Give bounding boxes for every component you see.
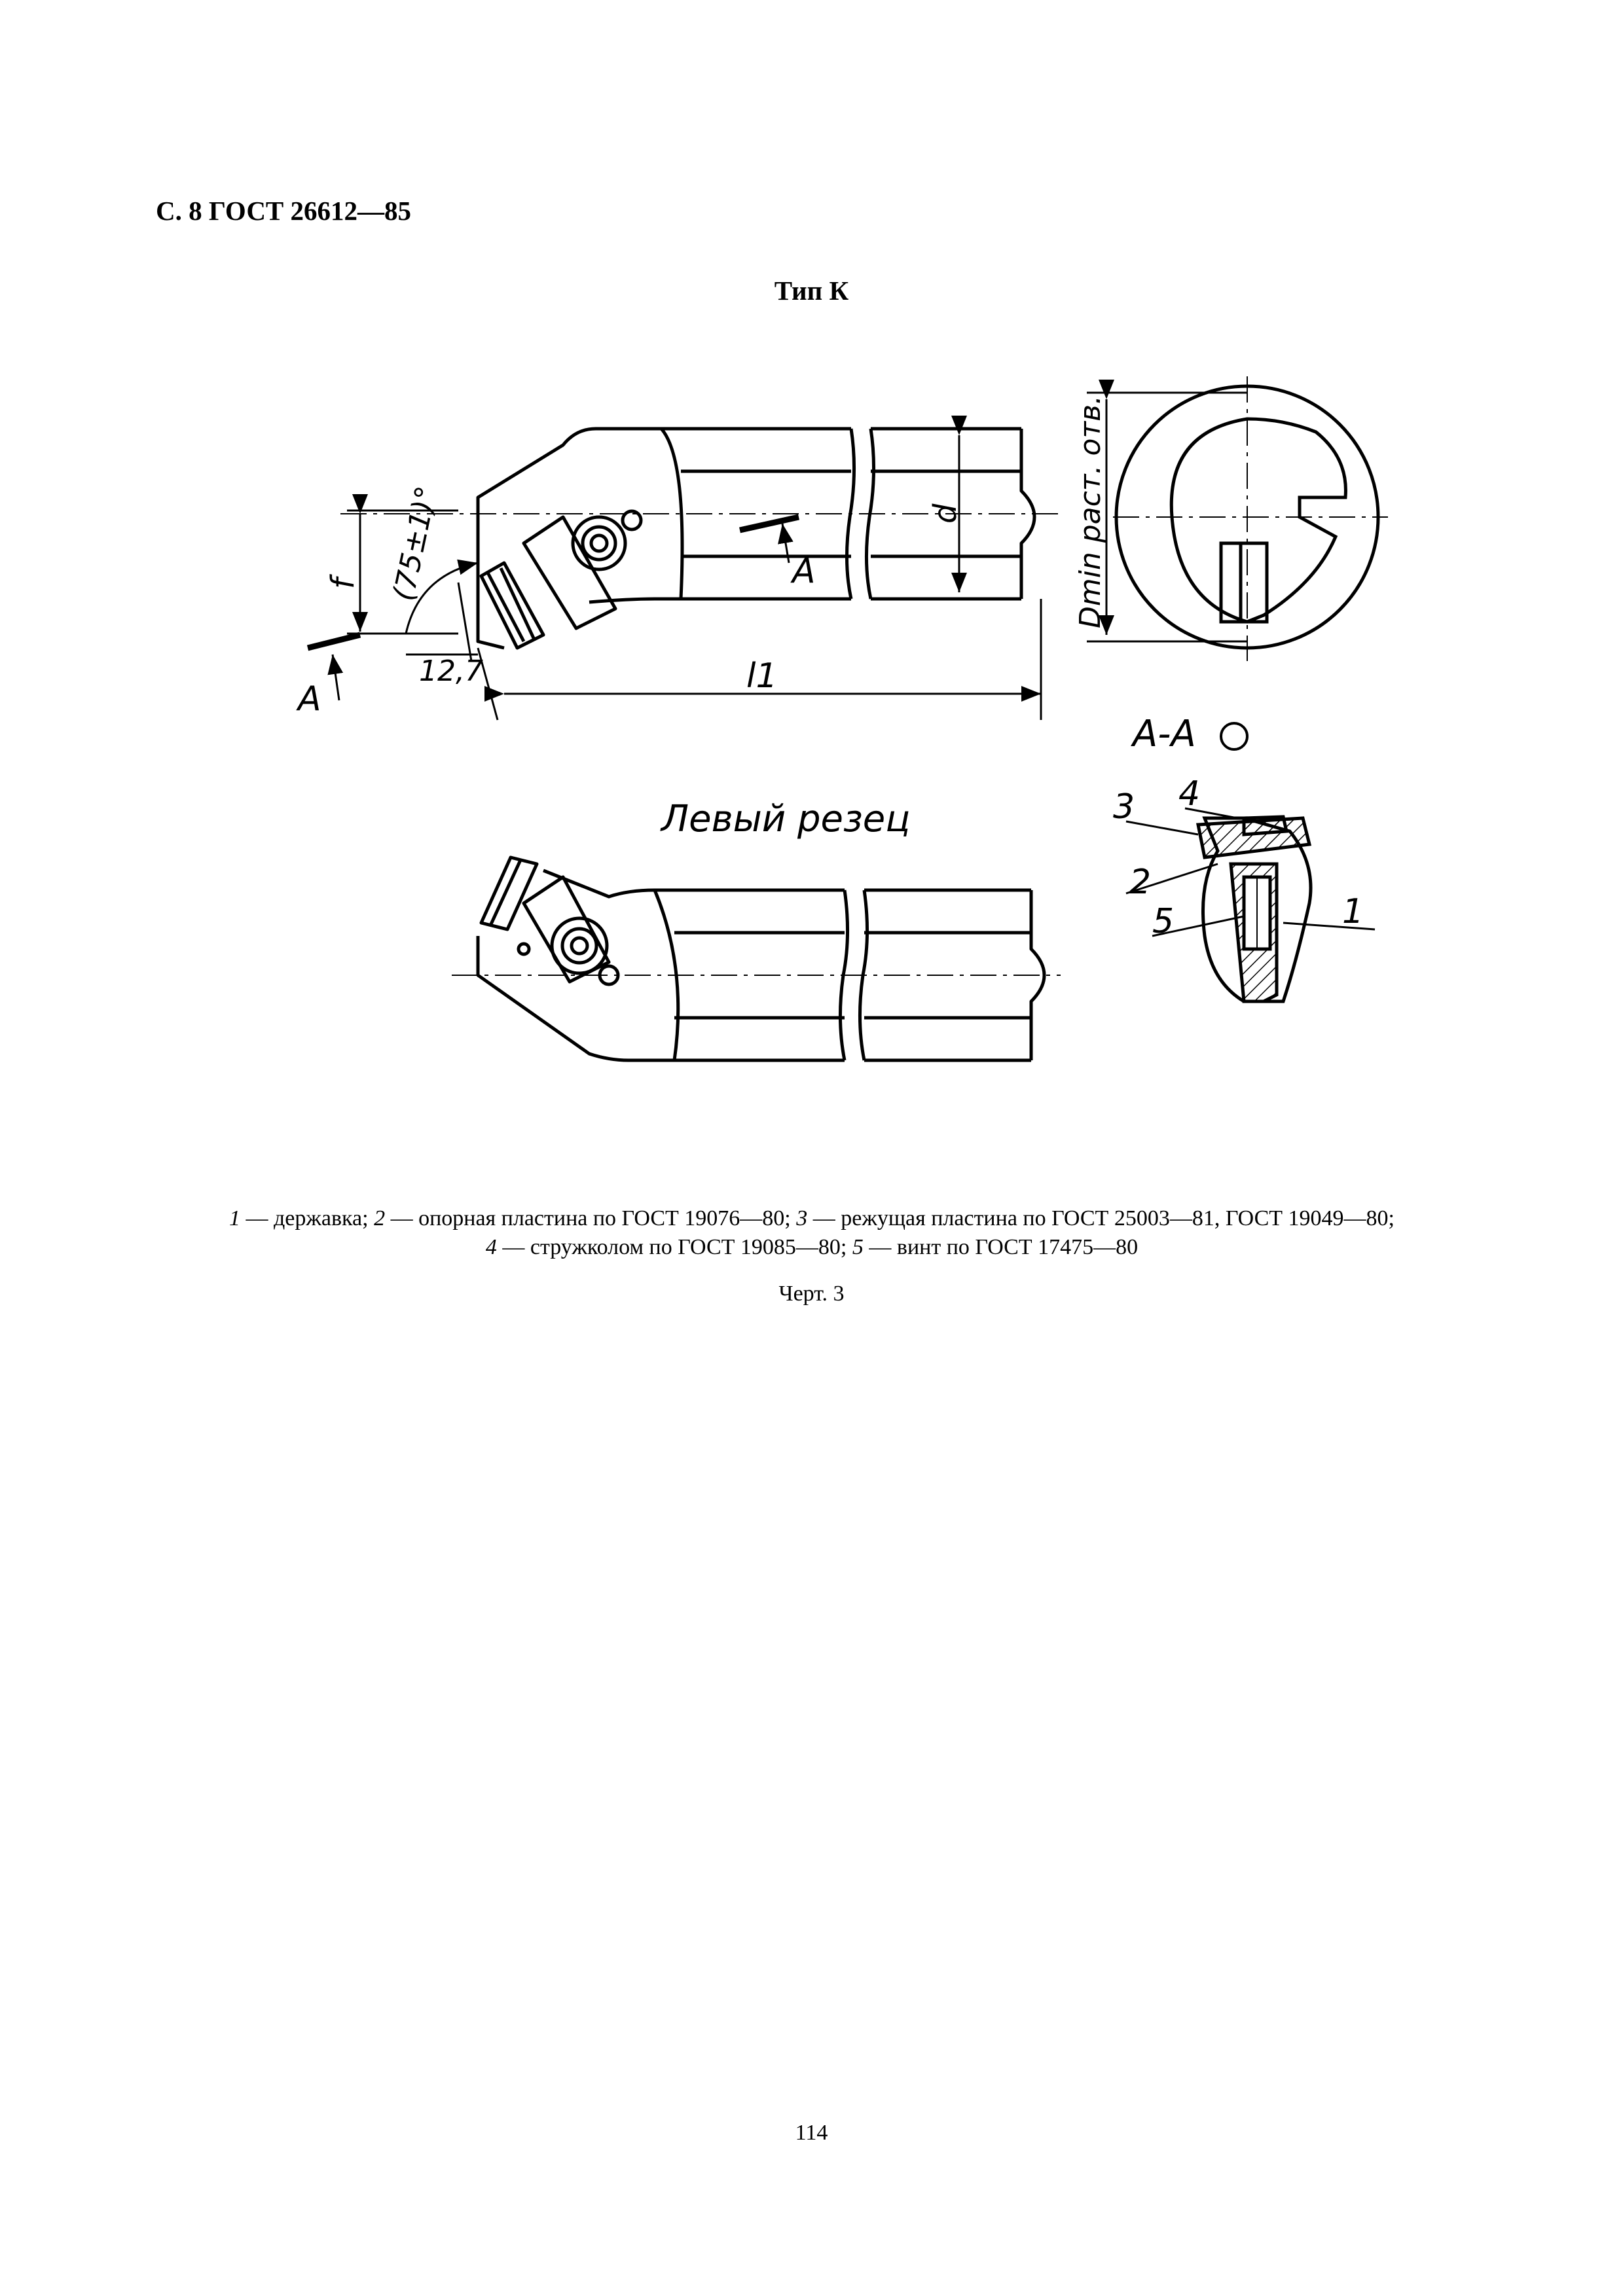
caption-text-3: — режущая пластина по ГОСТ 25003—81, ГОСТ 19049—80;: [807, 1206, 1395, 1230]
dim-l1-label: l1: [746, 656, 778, 696]
callout-2-label: 2: [1129, 863, 1152, 902]
caption-num-5: 5: [852, 1235, 864, 1259]
caption-num-3: 3: [796, 1206, 808, 1230]
section-a-left-label: А: [298, 679, 321, 719]
caption-num-2: 2: [374, 1206, 386, 1230]
callout-5-label: 5: [1152, 902, 1175, 941]
angle-label: (75±1)°: [386, 483, 444, 604]
left-cutter-title: Левый резец: [661, 798, 911, 840]
caption-text-5: — винт по ГОСТ 17475—80: [863, 1235, 1139, 1259]
dim-dmin-label: Dmin раст. отв.: [1074, 395, 1107, 628]
caption-num-1: 1: [228, 1206, 240, 1230]
section-title-label: А-А: [1133, 713, 1196, 755]
page-header: С. 8 ГОСТ 26612—85: [156, 196, 412, 226]
dim-f-label: f: [325, 578, 361, 589]
callout-4-label: 4: [1178, 774, 1201, 814]
section-view-symbol: [1221, 723, 1247, 749]
callout-1-label: 1: [1342, 892, 1364, 931]
figure-caption: [118, 1204, 1506, 1262]
section-a-label: А: [792, 552, 816, 591]
section-view: [1198, 817, 1311, 1001]
right-cutter-view: [478, 429, 1034, 648]
caption-text-4: — стружколом по ГОСТ 19085—80;: [496, 1235, 852, 1259]
caption-num-4: 4: [485, 1235, 497, 1259]
caption-text-2: — опорная пластина по ГОСТ 19076—80;: [385, 1206, 797, 1230]
caption-text-1: — державка;: [240, 1206, 374, 1230]
page-number: 114: [795, 2121, 828, 2145]
left-cutter-view: [478, 857, 1044, 1060]
figure-label: Черт. 3: [778, 1282, 845, 1306]
dim-12-7-label: 12,7: [419, 655, 483, 688]
type-title: Тип К: [774, 276, 849, 306]
callout-3-label: 3: [1113, 787, 1135, 827]
dim-d-label: d: [927, 503, 964, 524]
